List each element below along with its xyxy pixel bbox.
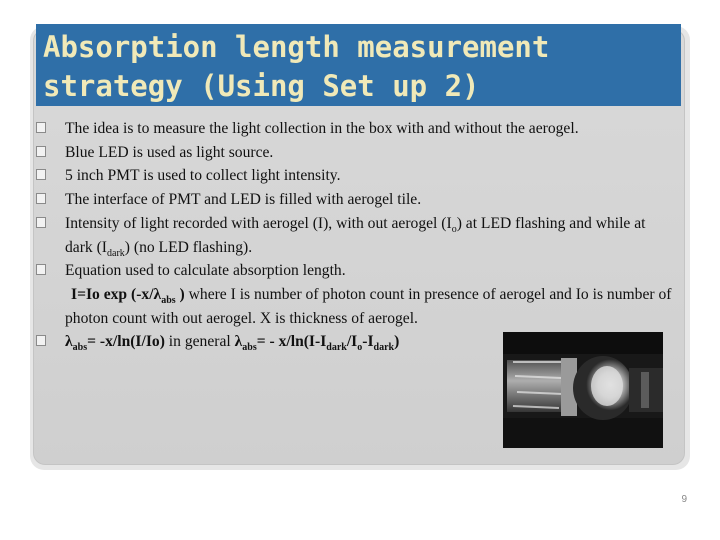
subscript: abs [242,342,257,354]
bullet-text: in general [164,333,235,351]
checkbox-bullet-icon [36,122,46,133]
list-item [36,164,676,188]
title-line-1: Absorption length measurement [43,30,550,64]
subscript: o [451,223,457,235]
formula-text: ) [394,333,400,351]
formula-text: λ [234,333,243,351]
bullet-text: ) (no LED flashing). [124,238,253,256]
formula-text: ) [175,285,185,303]
pmt-setup-photo [503,332,663,448]
subscript: dark [107,247,125,259]
subscript: dark [373,342,395,354]
bullet-text: ) at LED flashing and while at dark (I [65,214,646,256]
bullet-text: The idea is to measure the light collection in the box with and without the aerogel. [65,120,579,137]
checkbox-bullet-icon [36,169,46,180]
formula-paragraph [65,286,671,327]
photo-illustration [503,332,663,448]
formula-text: /I [346,333,358,351]
formula [65,333,165,354]
formula-text: -I [362,333,374,351]
formula-text: = - x/ln(I-I [256,333,327,351]
bullet-list [36,117,676,354]
bullet-text: Blue LED is used as light source. [65,143,274,161]
subscript: abs [72,342,88,354]
subscript: dark [326,342,347,354]
checkbox-bullet-icon [36,217,46,228]
checkbox-bullet-icon [36,193,46,204]
subscript: o [357,342,363,354]
bullet-text: Equation used to calculate absorption length. [65,262,346,280]
bullet-text: where I is number of photon count in presence of aerogel and Io is number of photon count with out aerogel. X is thickness of aerogel. [65,285,672,327]
page-number: 9 [681,494,687,505]
checkbox-bullet-icon [36,335,46,346]
formula-text: I=Io exp (-x/λ [71,285,162,303]
list-item [36,117,676,141]
checkbox-bullet-icon [36,264,46,275]
list-item [36,212,676,259]
list-item [36,188,676,212]
formula-text: λ [65,333,73,351]
bullet-text: 5 inch PMT is used to collect light intensity. [65,167,341,185]
checkbox-bullet-icon [36,146,46,157]
list-item [36,141,676,165]
slide-title [43,28,673,106]
bullet-text: Intensity of light recorded with aerogel (I), with out aerogel (I [65,214,452,232]
subscript: abs [161,295,176,307]
bullet-text: The interface of PMT and LED is filled with aerogel tile. [65,191,422,209]
title-line-2: strategy (Using Set up 2) [43,69,480,103]
list-item [36,259,676,330]
formula [234,333,400,354]
formula [71,285,185,307]
formula-text: = -x/ln(I/Io) [87,333,165,351]
